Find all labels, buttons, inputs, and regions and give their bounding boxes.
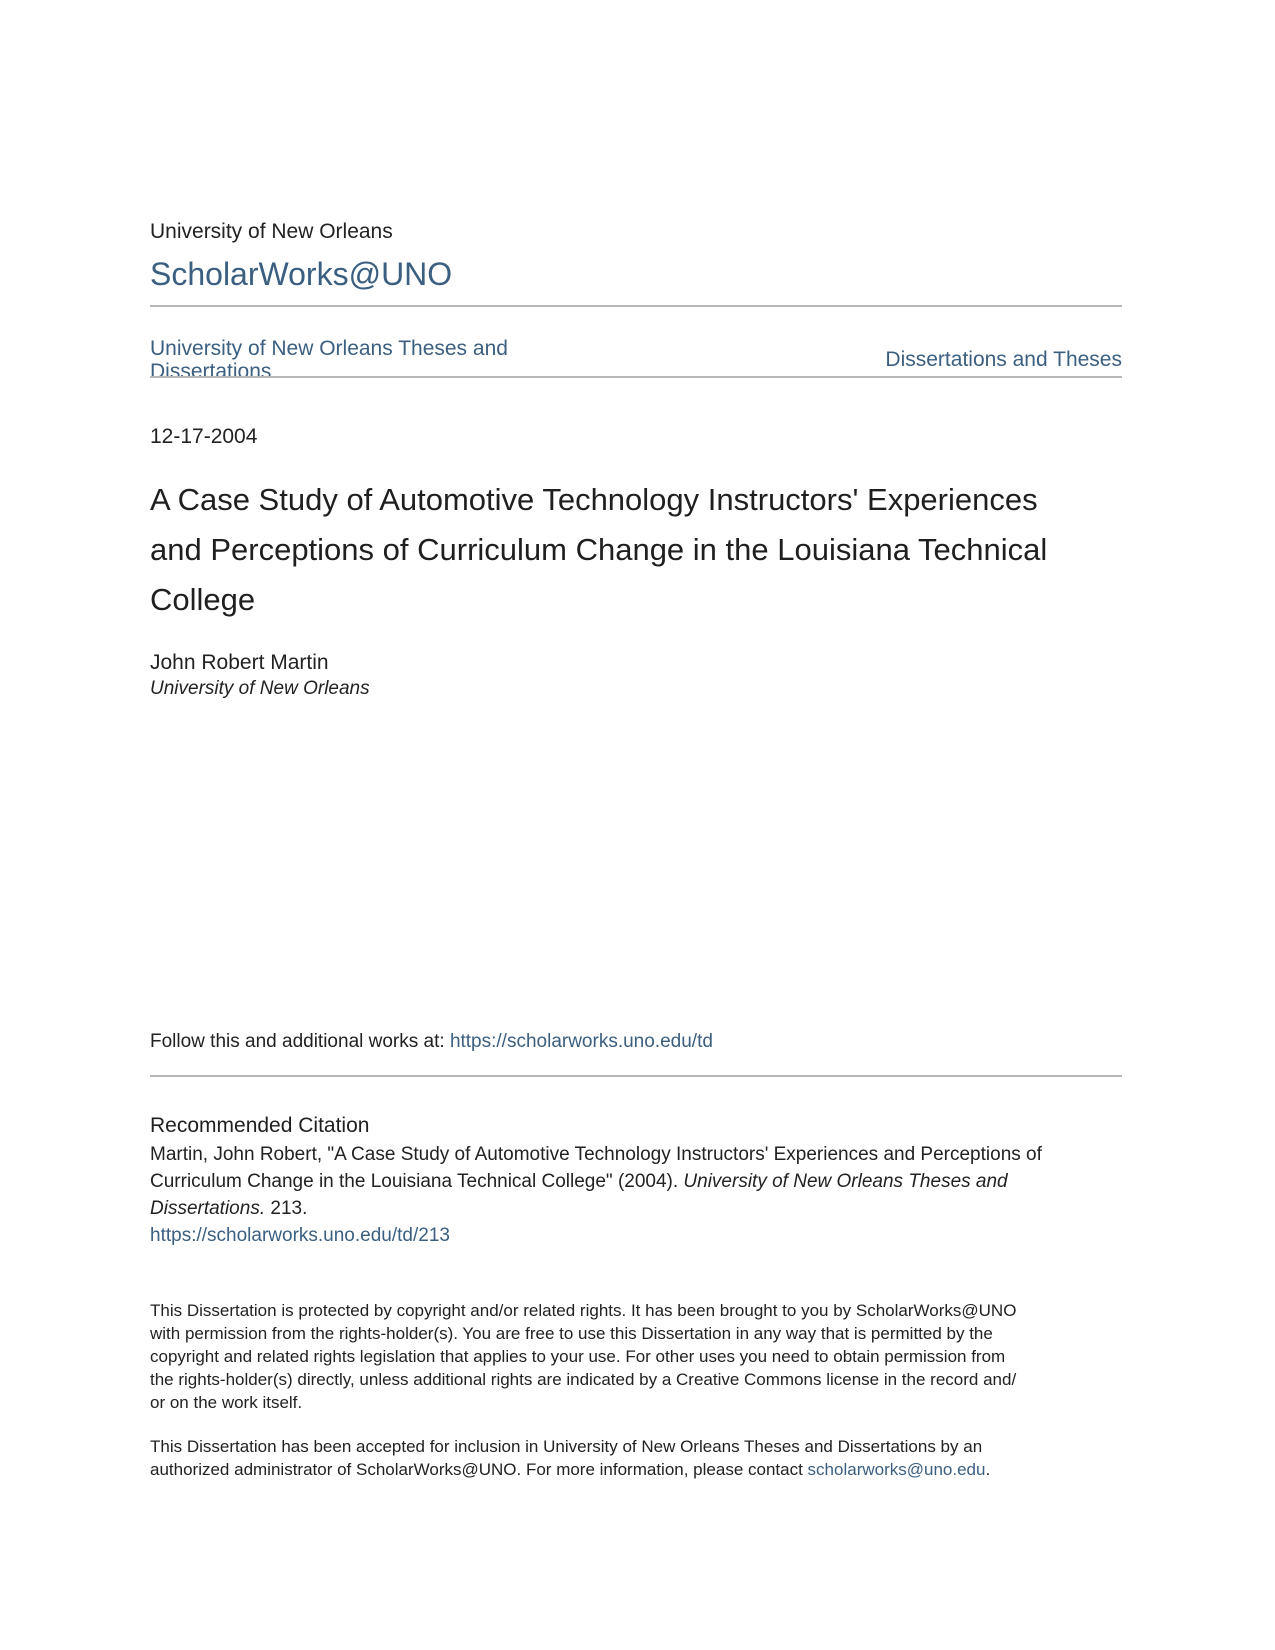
- institution-name: University of New Orleans: [150, 220, 393, 243]
- title-line-1: A Case Study of Automotive Technology Instructors' Experiences: [150, 482, 1038, 517]
- rights-line-2: with permission from the rights-holder(s). You are free to use this Dissertation in any way that is permitted by the: [150, 1324, 993, 1343]
- publication-date: 12-17-2004: [150, 425, 258, 448]
- collection-divider: [150, 376, 1122, 378]
- citation-divider: [150, 1075, 1122, 1077]
- top-divider: [150, 305, 1122, 307]
- author-affiliation: University of New Orleans: [150, 678, 370, 699]
- acceptance-line-1: This Dissertation has been accepted for inclusion in University of New Orleans Theses and Dissertations by an: [150, 1437, 983, 1456]
- citation-heading: Recommended Citation: [150, 1114, 370, 1137]
- follow-label: Follow this and additional works at:: [150, 1031, 450, 1052]
- citation-link[interactable]: https://scholarworks.uno.edu/td/213: [150, 1225, 450, 1246]
- cover-page: [150, 0, 1122, 1650]
- repository-name: [150, 255, 1122, 293]
- repository-link[interactable]: ScholarWorks@UNO: [150, 256, 453, 292]
- acceptance-period: .: [985, 1460, 991, 1479]
- citation-line-2: Curriculum Change in the Louisiana Technical College" (2004).: [150, 1171, 684, 1192]
- acceptance-line-2: authorized administrator of ScholarWorks@UNO. For more information, please contact: [150, 1460, 808, 1479]
- document-title: [150, 475, 1122, 625]
- follow-line: [150, 1030, 1122, 1054]
- follow-link[interactable]: https://scholarworks.uno.edu/td: [449, 1031, 713, 1052]
- citation-text: [150, 1141, 1122, 1249]
- rights-line-3: copyright and related rights legislation that applies to your use. For other uses you need to obtain permission from: [150, 1347, 1006, 1366]
- citation-number: 213.: [265, 1198, 308, 1219]
- title-line-2: and Perceptions of Curriculum Change in the Louisiana Technical: [150, 532, 1048, 567]
- acceptance-statement: [150, 1435, 1122, 1481]
- series-link[interactable]: Dissertations and Theses: [885, 348, 1122, 371]
- collection-line-2: Dissertations: [150, 360, 272, 383]
- citation-series-italic-2: Dissertations.: [150, 1198, 266, 1219]
- citation-line-1: Martin, John Robert, "A Case Study of Automotive Technology Instructors' Experiences and Perceptions of: [150, 1144, 1042, 1165]
- title-line-3: College: [150, 582, 256, 617]
- citation-series-italic: University of New Orleans Theses and: [683, 1171, 1008, 1192]
- rights-line-5: or on the work itself.: [150, 1393, 303, 1412]
- collection-line-1: University of New Orleans Theses and: [150, 337, 508, 360]
- rights-line-4: the rights-holder(s) directly, unless additional rights are indicated by a Creative Commons license in the record and/: [150, 1370, 1017, 1389]
- contact-email-link[interactable]: scholarworks@uno.edu: [807, 1460, 986, 1479]
- rights-statement: [150, 1299, 1122, 1414]
- rights-line-1: This Dissertation is protected by copyright and/or related rights. It has been brought to you by ScholarWorks@UNO: [150, 1301, 1017, 1320]
- author-name: John Robert Martin: [150, 651, 329, 674]
